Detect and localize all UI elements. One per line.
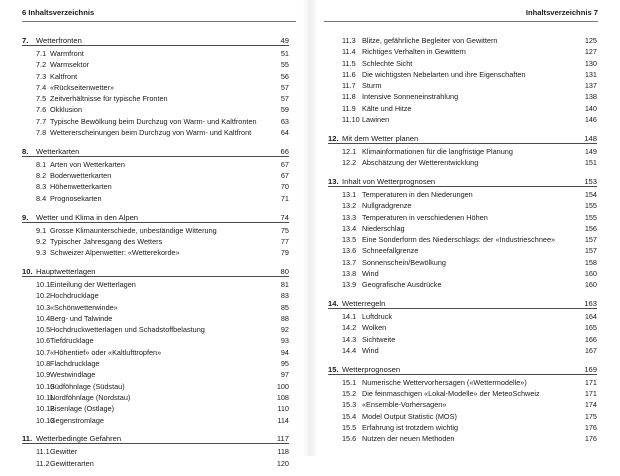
entry-number: 15.6 — [342, 434, 357, 444]
entry-number: 7.1 — [36, 49, 47, 58]
entry-number: 7.6 — [36, 105, 47, 115]
entry-page-number: 64 — [280, 128, 289, 138]
toc-entry[interactable] — [22, 236, 289, 247]
entry-title: Gewitter — [50, 447, 78, 457]
entry-number: 13.4 — [342, 223, 357, 233]
toc-entry[interactable] — [328, 223, 597, 234]
toc-entry[interactable] — [328, 35, 597, 46]
entry-title: Hochdruckwetterlagen und Schadstoffbelastung — [50, 325, 205, 335]
toc-left — [22, 35, 289, 476]
toc-entry[interactable] — [328, 103, 597, 114]
entry-number: 9.1 — [36, 225, 47, 235]
toc-chapter — [22, 212, 289, 259]
toc-entry[interactable] — [328, 69, 597, 80]
header-rule — [324, 21, 598, 22]
entry-number: 7.5 — [36, 94, 47, 104]
entry-title: Luftdruck — [362, 312, 393, 322]
chapter-page-number: 148 — [584, 133, 597, 143]
entry-title: Niederschlag — [362, 223, 405, 233]
toc-entry[interactable] — [22, 415, 289, 426]
entry-title: Richtiges Verhalten in Gewittern — [362, 47, 466, 57]
toc-entry[interactable] — [22, 170, 289, 181]
entry-number: 10.6 — [36, 336, 51, 346]
entry-title: Flachdrucklage — [50, 359, 100, 369]
chapter-page-number: 163 — [584, 299, 597, 309]
entry-page-number: 164 — [584, 312, 597, 322]
toc-entry[interactable] — [328, 257, 597, 268]
entry-page-number: 57 — [280, 94, 289, 104]
entry-title: Grosse Klimaunterschiede, unbeständige Witterung — [50, 225, 217, 235]
entry-page-number: 138 — [584, 92, 597, 102]
entry-number: 11.1 — [36, 447, 50, 457]
entry-title: Tiefdrucklage — [50, 336, 94, 346]
toc-chapter — [22, 146, 289, 204]
entry-page-number: 149 — [584, 146, 597, 156]
entry-number: 9.2 — [36, 236, 47, 246]
entry-page-number: 94 — [280, 347, 289, 357]
entry-page-number: 160 — [584, 269, 597, 279]
toc-entry[interactable] — [22, 48, 289, 59]
chapter-heading[interactable] — [328, 298, 597, 309]
entry-number: 11.2 — [36, 458, 50, 468]
entry-page-number: 70 — [280, 182, 289, 192]
entry-number: 13.7 — [342, 257, 357, 267]
entry-title: Kälte und Hitze — [362, 103, 412, 113]
header-rule — [22, 21, 296, 22]
toc-entry[interactable] — [328, 157, 597, 168]
entry-title: Nutzen der neuen Methoden — [362, 434, 455, 444]
toc-entry[interactable] — [328, 189, 597, 200]
toc-entry[interactable] — [328, 334, 597, 345]
toc-entry[interactable] — [328, 200, 597, 211]
toc-entry[interactable] — [22, 93, 289, 104]
entry-page-number: 56 — [280, 71, 289, 81]
toc-entry[interactable] — [22, 193, 289, 204]
entry-number: 14.1 — [342, 312, 357, 322]
toc-entry[interactable] — [22, 392, 289, 403]
entry-page-number: 171 — [584, 389, 597, 399]
entry-title: Typische Bewölkung beim Durchzug von Warm- und Kaltfronten — [50, 116, 257, 126]
entry-page-number: 120 — [276, 458, 289, 468]
page-header-left: 6 Inhaltsverzeichnis — [22, 8, 95, 17]
entry-title: Intensive Sonneneinstrahlung — [362, 92, 459, 102]
toc-entry[interactable] — [328, 345, 597, 356]
toc-entry[interactable] — [328, 388, 597, 399]
entry-page-number: 55 — [280, 60, 289, 70]
chapter-heading[interactable] — [22, 146, 289, 157]
entry-title: Temperaturen in verschiedenen Höhen — [362, 212, 488, 222]
entry-title: Kaltfront — [50, 71, 78, 81]
entry-page-number: 93 — [280, 336, 289, 346]
entry-title: Okklusion — [50, 105, 83, 115]
chapter-title: Wetterfronten — [36, 36, 82, 45]
toc-entry[interactable] — [22, 335, 289, 346]
entry-title: Model Output Statistic (MOS) — [362, 411, 457, 421]
toc-entry[interactable] — [22, 302, 289, 313]
entry-title: Geografische Ausdrücke — [362, 280, 442, 290]
entry-page-number: 75 — [280, 225, 289, 235]
entry-number: 11.9 — [342, 103, 356, 113]
toc-entry[interactable] — [22, 116, 289, 127]
toc-entry[interactable] — [22, 290, 289, 301]
entry-page-number: 155 — [584, 212, 597, 222]
entry-title: «Ensemble-Vorhersagen» — [362, 400, 447, 410]
entry-number: 10.2 — [36, 291, 51, 301]
entry-page-number: 140 — [584, 103, 597, 113]
entry-page-number: 155 — [584, 201, 597, 211]
entry-title: Gewitterarten — [50, 458, 94, 468]
chapter-title: Wetterkarten — [36, 146, 80, 156]
entry-title: Wind — [362, 346, 379, 356]
toc-entry[interactable] — [22, 381, 289, 392]
chapter-page-number: 153 — [584, 176, 597, 186]
entry-page-number: 158 — [584, 257, 597, 267]
toc-entry[interactable] — [328, 311, 597, 322]
entry-page-number: 131 — [584, 69, 597, 79]
toc-entry[interactable] — [22, 127, 289, 138]
entry-title: Arten von Wetterkarten — [50, 159, 125, 169]
entry-page-number: 108 — [276, 392, 289, 402]
entry-number: 12.2 — [342, 158, 357, 168]
chapter-title: Wetterprognosen — [342, 364, 401, 374]
entry-number: 12.1 — [342, 146, 357, 156]
entry-number: 11.6 — [342, 69, 356, 79]
entry-page-number: 97 — [280, 370, 289, 380]
entry-page-number: 130 — [584, 58, 597, 68]
entry-number: 15.2 — [342, 389, 357, 399]
entry-number: 8.2 — [36, 171, 47, 181]
entry-number: 15.4 — [342, 411, 357, 421]
entry-title: Nullgradgrenze — [362, 201, 412, 211]
toc-entry[interactable] — [22, 181, 289, 192]
entry-title: Numerische Wettervorhersagen («Wettermodelle») — [362, 377, 527, 387]
entry-page-number: 151 — [584, 158, 597, 168]
entry-page-number: 79 — [280, 248, 289, 258]
entry-page-number: 146 — [584, 115, 597, 125]
entry-page-number: 154 — [584, 189, 597, 199]
entry-title: Sonnenschein/Bewölkung — [362, 257, 446, 267]
chapter-heading[interactable] — [328, 176, 597, 187]
toc-entry[interactable] — [22, 403, 289, 414]
entry-title: «Rückseitenwetter» — [50, 82, 115, 92]
toc-entry[interactable] — [328, 322, 597, 333]
entry-title: Wettererscheinungen beim Durchzug von Warm- und Kaltfront — [50, 128, 252, 138]
entry-number: 13.8 — [342, 269, 357, 279]
entry-number: 7.3 — [36, 71, 47, 81]
chapter-number: 15. — [328, 364, 339, 374]
chapter-heading[interactable] — [22, 212, 289, 223]
entry-number: 11.4 — [342, 47, 356, 57]
entry-page-number: 171 — [584, 377, 597, 387]
chapter-number: 10. — [22, 266, 33, 276]
toc-chapter — [22, 35, 289, 138]
toc-entry[interactable] — [22, 279, 289, 290]
entry-number: 7.2 — [36, 60, 47, 70]
left-page — [0, 0, 302, 468]
chapter-page-number: 80 — [280, 266, 289, 276]
toc-chapter — [328, 35, 597, 125]
entry-page-number: 95 — [280, 359, 289, 369]
chapter-page-number: 66 — [280, 146, 289, 156]
chapter-title: Hauptwetterlagen — [36, 266, 96, 276]
entry-page-number: 157 — [584, 246, 597, 256]
entry-number: 15.1 — [342, 377, 357, 387]
toc-entry[interactable] — [22, 347, 289, 358]
entry-title: Berg- und Talwinde — [50, 313, 113, 323]
entry-title: Sturm — [362, 81, 382, 91]
entry-title: Bisenlage (Ostlage) — [50, 404, 115, 414]
entry-title: Gegenstromlage — [50, 415, 104, 425]
entry-number: 13.3 — [342, 212, 357, 222]
entry-page-number: 77 — [280, 236, 289, 246]
entry-title: Prognosekarten — [50, 193, 102, 203]
entry-page-number: 71 — [280, 193, 289, 203]
book-gutter — [302, 0, 318, 456]
chapter-heading[interactable] — [22, 266, 289, 277]
entry-number: 11.10 — [342, 115, 360, 125]
entry-title: Typischer Jahresgang des Wetters — [50, 236, 163, 246]
entry-number: 14.2 — [342, 323, 357, 333]
entry-page-number: 67 — [280, 171, 289, 181]
entry-title: Sichtweite — [362, 334, 396, 344]
toc-entry[interactable] — [22, 458, 289, 469]
toc-right — [328, 35, 597, 452]
entry-title: Schlechte Sicht — [362, 58, 413, 68]
chapter-page-number: 49 — [280, 36, 289, 45]
entry-title: Abschätzung der Wetterentwicklung — [362, 158, 479, 168]
entry-number: 13.5 — [342, 235, 357, 245]
toc-entry[interactable] — [22, 71, 289, 82]
entry-page-number: 175 — [584, 411, 597, 421]
chapter-number: 13. — [328, 176, 339, 186]
chapter-number: 12. — [328, 133, 339, 143]
entry-page-number: 118 — [277, 447, 289, 457]
entry-title: Lawinen — [362, 115, 390, 125]
entry-number: 8.1 — [36, 159, 47, 169]
entry-page-number: 51 — [280, 49, 289, 58]
toc-entry[interactable] — [22, 59, 289, 70]
toc-entry[interactable] — [22, 82, 289, 93]
entry-page-number: 167 — [584, 346, 597, 356]
toc-chapter — [328, 364, 597, 445]
entry-number: 10.11 — [36, 392, 54, 402]
entry-title: Warmsektor — [50, 60, 90, 70]
entry-number: 11.5 — [342, 58, 356, 68]
toc-entry[interactable] — [22, 446, 289, 457]
entry-title: Südföhnlage (Südstau) — [50, 381, 125, 391]
entry-title: Wolken — [362, 323, 387, 333]
entry-title: Zeitverhältnisse für typische Fronten — [50, 94, 168, 104]
entry-number: 10.7 — [36, 347, 51, 357]
chapter-page-number: 117 — [276, 434, 289, 444]
entry-title: Erfahrung ist trotzdem wichtig — [362, 423, 459, 433]
entry-number: 10.8 — [36, 359, 51, 369]
toc-entry[interactable] — [328, 234, 597, 245]
toc-entry[interactable] — [328, 433, 597, 444]
entry-title: Einteilung der Wetterlagen — [50, 279, 136, 289]
chapter-heading[interactable] — [328, 133, 597, 144]
entry-number: 13.9 — [342, 280, 357, 290]
entry-number: 7.8 — [36, 128, 47, 138]
entry-page-number: 176 — [584, 423, 597, 433]
toc-entry[interactable] — [22, 358, 289, 369]
entry-page-number: 63 — [280, 116, 289, 126]
toc-entry[interactable] — [22, 247, 289, 258]
toc-entry[interactable] — [328, 377, 597, 388]
entry-number: 10.13 — [36, 415, 55, 425]
toc-entry[interactable] — [328, 268, 597, 279]
entry-number: 15.5 — [342, 423, 357, 433]
toc-entry[interactable] — [328, 399, 597, 410]
chapter-title: Wetter und Klima in den Alpen — [36, 212, 139, 222]
entry-page-number: 176 — [584, 434, 597, 444]
entry-number: 10.3 — [36, 302, 51, 312]
entry-number: 14.4 — [342, 346, 357, 356]
entry-number: 11.8 — [342, 92, 356, 102]
toc-entry[interactable] — [328, 279, 597, 290]
entry-title: Schweizer Alpenwetter: «Wetterekorde» — [50, 248, 180, 258]
entry-number: 13.1 — [342, 189, 357, 199]
entry-title: Die feinmaschigen «Lokal-Modelle» der MeteoSchweiz — [362, 389, 540, 399]
entry-number: 10.4 — [36, 313, 51, 323]
toc-entry[interactable] — [328, 114, 597, 125]
entry-title: Bodenwetterkarten — [50, 171, 112, 181]
entry-page-number: 67 — [280, 159, 289, 169]
entry-page-number: 92 — [280, 325, 289, 335]
entry-number: 13.2 — [342, 201, 357, 211]
entry-page-number: 125 — [584, 36, 597, 45]
toc-entry[interactable] — [328, 411, 597, 422]
toc-entry[interactable] — [328, 245, 597, 256]
chapter-number: 7. — [22, 36, 29, 45]
entry-page-number: 114 — [277, 415, 289, 425]
entry-number: 15.3 — [342, 400, 357, 410]
entry-number: 10.9 — [36, 370, 51, 380]
entry-page-number: 110 — [277, 404, 289, 414]
entry-page-number: 157 — [584, 235, 597, 245]
toc-entry[interactable] — [328, 212, 597, 223]
entry-number: 11.3 — [342, 36, 356, 45]
entry-number: 14.3 — [342, 334, 357, 344]
entry-page-number: 160 — [584, 280, 597, 290]
entry-page-number: 59 — [280, 105, 289, 115]
entry-number: 7.7 — [36, 116, 47, 126]
toc-entry[interactable] — [22, 313, 289, 324]
chapter-page-number: 74 — [280, 212, 289, 222]
entry-number: 10.10 — [36, 381, 55, 391]
toc-entry[interactable] — [22, 104, 289, 115]
toc-entry[interactable] — [328, 91, 597, 102]
entry-page-number: 57 — [280, 82, 289, 92]
toc-entry[interactable] — [328, 146, 597, 157]
entry-title: Schneefallgrenze — [362, 246, 419, 256]
chapter-number: 11. — [22, 434, 33, 444]
entry-title: Die wichtigsten Nebelarten und ihre Eigenschaften — [362, 69, 526, 79]
entry-title: Westwindlage — [50, 370, 96, 380]
toc-entry[interactable] — [22, 225, 289, 236]
entry-number: 11.7 — [342, 81, 356, 91]
entry-number: 13.6 — [342, 246, 357, 256]
chapter-page-number: 169 — [584, 364, 597, 374]
chapter-title: Inhalt von Wetterprognosen — [342, 176, 436, 186]
entry-page-number: 137 — [584, 81, 597, 91]
chapter-number: 9. — [22, 212, 29, 222]
entry-page-number: 156 — [584, 223, 597, 233]
entry-number: 10.5 — [36, 325, 51, 335]
entry-page-number: 174 — [584, 400, 597, 410]
chapter-number: 8. — [22, 146, 29, 156]
entry-title: Höhenwetterkarten — [50, 182, 112, 192]
entry-title: Nordföhnlage (Nordstau) — [50, 392, 131, 402]
toc-chapter — [22, 433, 289, 469]
toc-chapter — [22, 266, 289, 426]
entry-title: Eine Sonderform des Niederschlags: der «Industrieschnee» — [362, 235, 556, 245]
right-page — [318, 0, 620, 456]
entry-title: Hochdrucklage — [50, 291, 99, 301]
entry-title: Blitze, gefährliche Begleiter von Gewittern — [362, 36, 498, 45]
entry-title: Temperaturen in den Niederungen — [362, 189, 473, 199]
toc-entry[interactable] — [328, 422, 597, 433]
entry-page-number: 166 — [584, 334, 597, 344]
entry-page-number: 83 — [280, 291, 289, 301]
toc-entry[interactable] — [22, 159, 289, 170]
entry-number: 7.4 — [36, 82, 47, 92]
entry-page-number: 88 — [280, 313, 289, 323]
toc-chapter — [328, 298, 597, 356]
toc-chapter — [328, 133, 597, 169]
chapter-title: Wetterbedingte Gefahren — [36, 434, 122, 444]
entry-number: 10.1 — [36, 279, 51, 289]
toc-entry[interactable] — [22, 369, 289, 380]
entry-number: 8.3 — [36, 182, 47, 192]
entry-number: 9.3 — [36, 248, 47, 258]
entry-title: Wind — [362, 269, 379, 279]
chapter-heading[interactable] — [22, 433, 289, 444]
chapter-title: Mit dem Wetter planen — [342, 133, 419, 143]
entry-title: Klimainformationen für die langfristige Planung — [362, 146, 513, 156]
entry-title: «Höhentief» oder «Kaltlufttropfen» — [50, 347, 162, 357]
toc-entry[interactable] — [328, 46, 597, 57]
toc-chapter — [328, 176, 597, 291]
chapter-number: 14. — [328, 299, 339, 309]
chapter-title: Wetterregeln — [342, 299, 386, 309]
page-header-right: Inhaltsverzeichnis 7 — [525, 8, 598, 17]
entry-number: 8.4 — [36, 193, 47, 203]
chapter-heading[interactable] — [328, 364, 597, 375]
entry-page-number: 165 — [584, 323, 597, 333]
entry-page-number: 100 — [276, 381, 289, 391]
chapter-heading[interactable] — [22, 35, 289, 46]
entry-title: «Schönwetterwinde» — [50, 302, 118, 312]
toc-entry[interactable] — [328, 58, 597, 69]
entry-page-number: 127 — [584, 47, 597, 57]
entry-page-number: 81 — [280, 279, 289, 289]
entry-number: 10.12 — [36, 404, 55, 414]
entry-title: Warmfront — [50, 49, 84, 58]
entry-page-number: 85 — [280, 302, 289, 312]
toc-entry[interactable] — [22, 324, 289, 335]
toc-entry[interactable] — [328, 80, 597, 91]
